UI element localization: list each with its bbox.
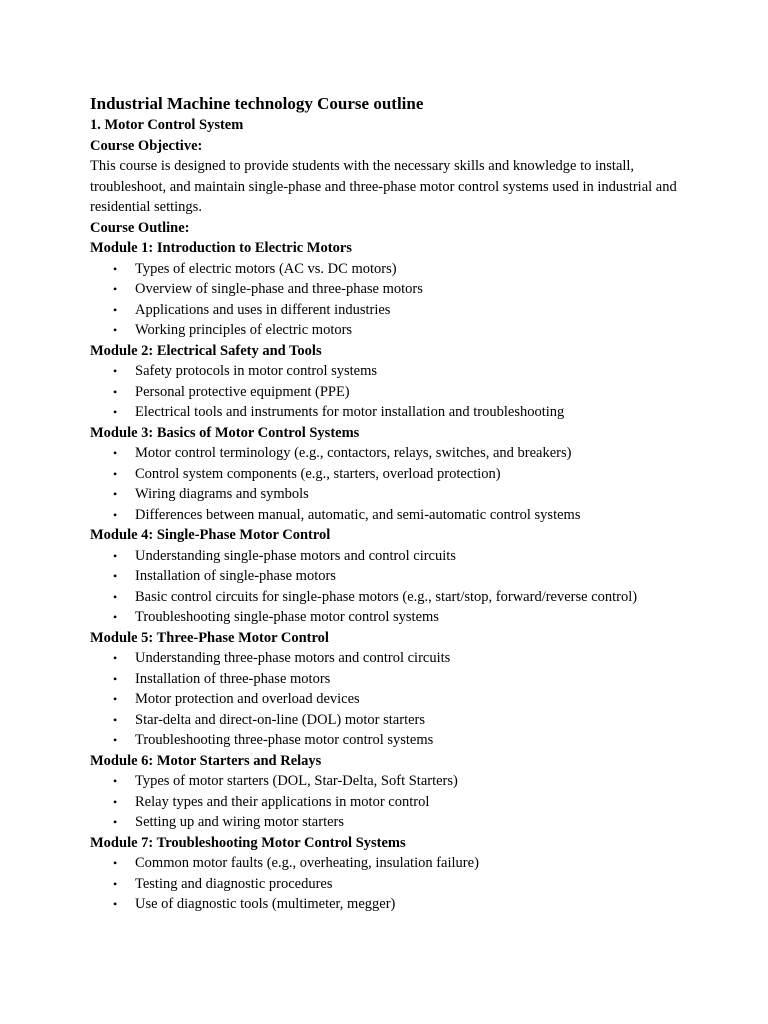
module-heading: Module 5: Three-Phase Motor Control — [90, 629, 329, 646]
bullet-icon: • — [113, 712, 118, 727]
objective-text: This course is designed to provide students with the necessary skills and knowledge to install, troubleshoot, and maintain single-phase and three-phase motor control systems used in industrial and residential settings. — [90, 158, 677, 215]
module-list — [90, 238, 690, 915]
list-item-text: Use of diagnostic tools (multimeter, megger) — [135, 896, 396, 912]
module-bullet-list — [90, 443, 690, 525]
list-item-text: Troubleshooting single-phase motor control systems — [135, 609, 439, 625]
list-item — [90, 361, 690, 382]
list-item — [90, 669, 690, 690]
bullet-icon: • — [113, 548, 118, 563]
list-item-text: Motor protection and overload devices — [135, 691, 360, 707]
module-heading: Module 7: Troubleshooting Motor Control Systems — [90, 834, 406, 851]
bullet-icon: • — [113, 405, 118, 419]
list-item-text: Installation of single-phase motors — [135, 568, 336, 584]
list-item-text: Testing and diagnostic procedures — [135, 875, 333, 892]
module-heading: Module 4: Single-Phase Motor Control — [90, 527, 331, 543]
bullet-icon: • — [113, 671, 118, 686]
module-bullet-list — [90, 361, 690, 423]
section-heading: 1. Motor Control System — [90, 117, 244, 133]
list-item — [90, 710, 690, 731]
bullet-icon: • — [113, 323, 118, 337]
list-item — [90, 894, 690, 915]
bullet-icon: • — [113, 794, 118, 809]
list-item-text: Basic control circuits for single-phase motors (e.g., start/stop, forward/reverse control) — [135, 588, 638, 605]
bullet-icon: • — [113, 733, 118, 747]
bullet-icon: • — [113, 487, 118, 501]
bullet-icon: • — [113, 569, 118, 583]
outline-heading: Course Outline: — [90, 219, 190, 236]
list-item-text: Installation of three-phase motors — [135, 670, 331, 687]
bullet-icon: • — [113, 384, 118, 399]
list-item — [90, 792, 690, 813]
list-item — [90, 730, 690, 751]
list-item-text: Motor control terminology (e.g., contactors, relays, switches, and breakers) — [135, 445, 572, 461]
list-item-text: Personal protective equipment (PPE) — [135, 383, 350, 400]
list-item — [90, 853, 690, 874]
list-item-text: Control system components (e.g., starters, overload protection) — [135, 465, 501, 482]
module-bullet-list — [90, 259, 690, 341]
bullet-icon: • — [113, 507, 118, 522]
list-item-text: Understanding three-phase motors and control circuits — [135, 650, 451, 666]
bullet-icon: • — [113, 302, 118, 317]
bullet-icon: • — [113, 261, 118, 276]
bullet-icon: • — [113, 589, 118, 604]
list-item-text: Relay types and their applications in motor control — [135, 793, 430, 810]
list-item — [90, 689, 690, 710]
bullet-icon: • — [113, 692, 118, 706]
module-bullet-list — [90, 648, 690, 751]
bullet-icon: • — [113, 282, 118, 296]
list-item — [90, 607, 690, 628]
module-bullet-list — [90, 853, 690, 915]
list-item — [90, 443, 690, 464]
module-section — [90, 238, 690, 341]
list-item — [90, 566, 690, 587]
list-item-text: Safety protocols in motor control systems — [135, 363, 378, 379]
bullet-icon: • — [113, 610, 118, 624]
module-section — [90, 751, 690, 833]
list-item — [90, 505, 690, 526]
module-section — [90, 628, 690, 751]
list-item-text: Differences between manual, automatic, and semi-automatic control systems — [135, 506, 581, 523]
document-title: Industrial Machine technology Course outline — [90, 94, 424, 113]
bullet-icon: • — [113, 651, 118, 665]
list-item-text: Applications and uses in different industries — [135, 301, 391, 318]
module-heading: Module 2: Electrical Safety and Tools — [90, 342, 322, 359]
objective-heading: Course Objective: — [90, 137, 203, 154]
bullet-icon: • — [113, 815, 118, 829]
module-section — [90, 423, 690, 526]
list-item — [90, 402, 690, 423]
list-item — [90, 382, 690, 403]
bullet-icon: • — [113, 364, 118, 378]
list-item — [90, 771, 690, 792]
list-item — [90, 464, 690, 485]
module-bullet-list — [90, 546, 690, 628]
list-item-text: Common motor faults (e.g., overheating, insulation failure) — [135, 855, 479, 871]
list-item-text: Types of electric motors (AC vs. DC motors) — [135, 260, 397, 277]
list-item — [90, 648, 690, 669]
bullet-icon: • — [113, 897, 118, 911]
bullet-icon: • — [113, 446, 118, 460]
bullet-icon: • — [113, 876, 118, 891]
module-heading: Module 1: Introduction to Electric Motors — [90, 240, 352, 256]
module-heading: Module 3: Basics of Motor Control Systems — [90, 424, 360, 441]
module-heading: Module 6: Motor Starters and Relays — [90, 752, 322, 769]
list-item-text: Types of motor starters (DOL, Star-Delta, Soft Starters) — [135, 773, 458, 789]
list-item — [90, 812, 690, 833]
list-item-text: Star-delta and direct-on-line (DOL) motor starters — [135, 711, 426, 728]
list-item-text: Overview of single-phase and three-phase motors — [135, 281, 423, 297]
bullet-icon: • — [113, 856, 118, 870]
list-item-text: Understanding single-phase motors and control circuits — [135, 547, 456, 564]
module-section — [90, 341, 690, 423]
list-item — [90, 484, 690, 505]
list-item-text: Wiring diagrams and symbols — [135, 486, 309, 502]
list-item — [90, 587, 690, 608]
bullet-icon: • — [113, 466, 118, 481]
bullet-icon: • — [113, 774, 118, 788]
list-item-text: Troubleshooting three-phase motor control systems — [135, 732, 434, 748]
document-page — [90, 93, 690, 915]
list-item — [90, 279, 690, 300]
module-section — [90, 525, 690, 628]
list-item — [90, 300, 690, 321]
module-section — [90, 833, 690, 915]
list-item-text: Setting up and wiring motor starters — [135, 814, 345, 830]
list-item — [90, 259, 690, 280]
list-item — [90, 546, 690, 567]
list-item-text: Working principles of electric motors — [135, 322, 353, 338]
module-bullet-list — [90, 771, 690, 833]
list-item-text: Electrical tools and instruments for motor installation and troubleshooting — [135, 404, 565, 420]
list-item — [90, 320, 690, 341]
list-item — [90, 874, 690, 895]
